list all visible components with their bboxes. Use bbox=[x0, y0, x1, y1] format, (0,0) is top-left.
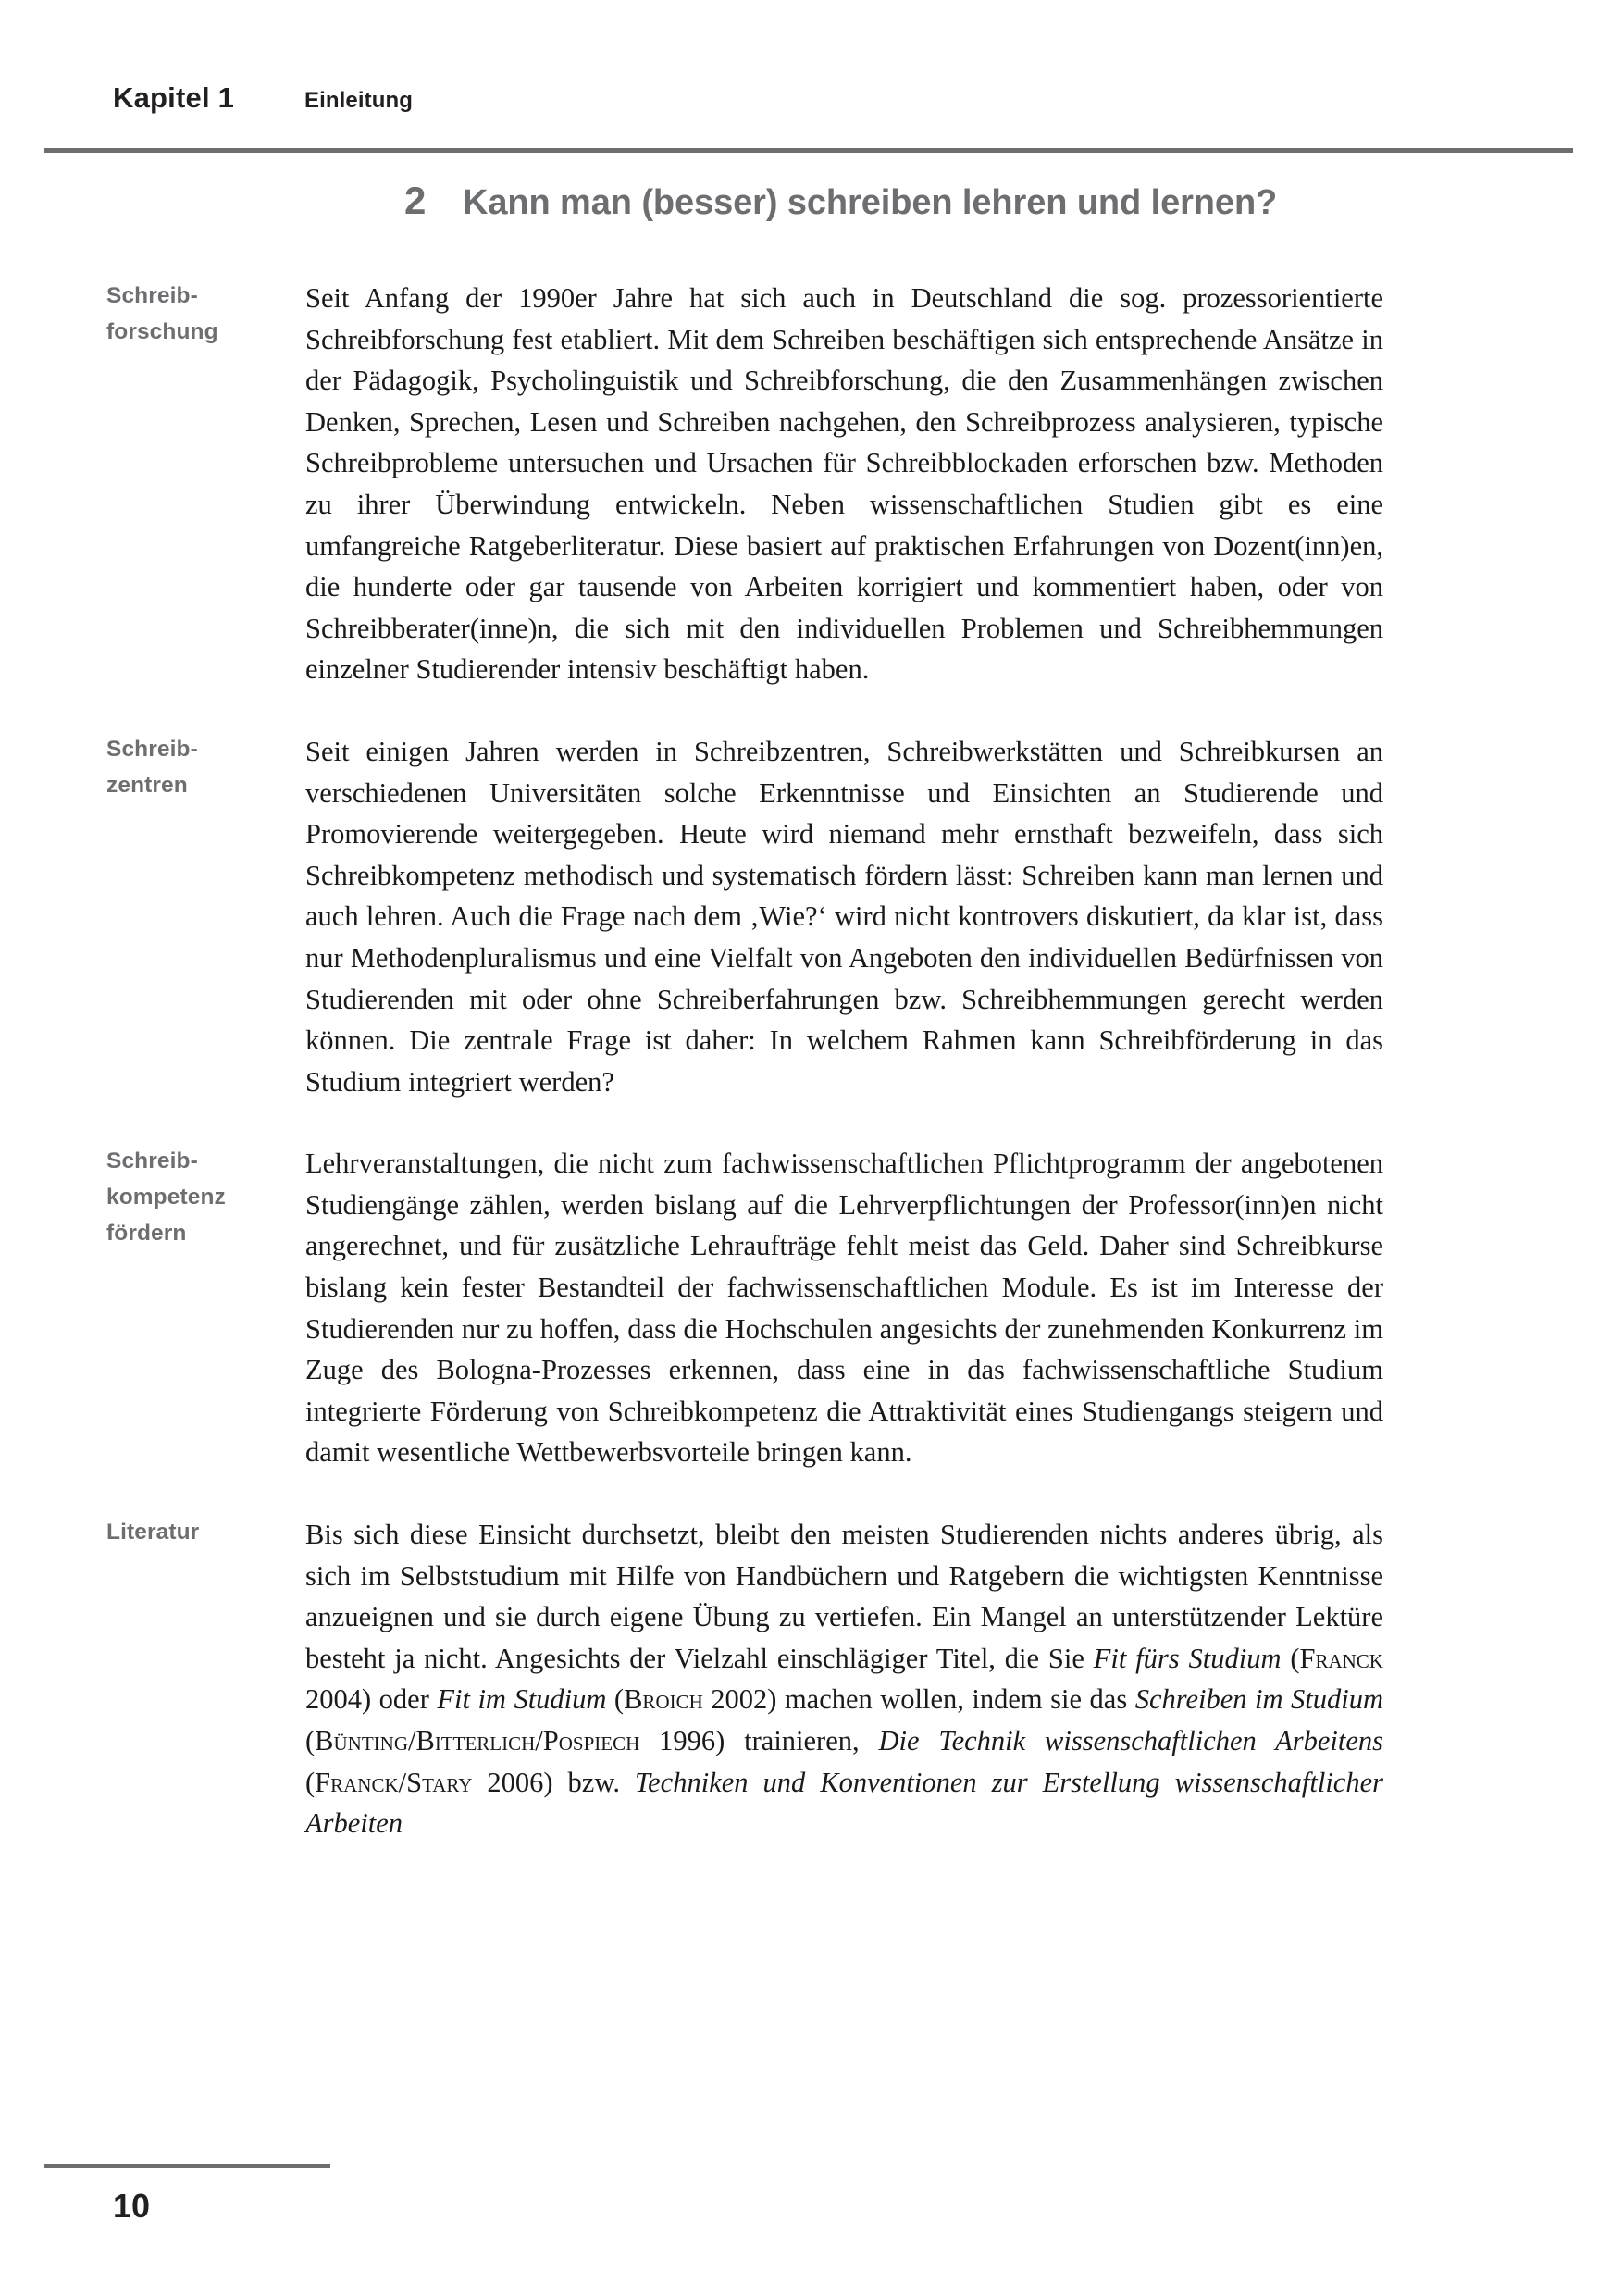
header-rule bbox=[44, 148, 1573, 153]
running-head-section: Einleitung bbox=[304, 88, 413, 113]
page-body bbox=[0, 278, 1623, 1844]
margin-note-line: kompetenz bbox=[106, 1185, 226, 1210]
running-head-chapter: Kapitel 1 bbox=[113, 81, 235, 114]
paragraph-text: 2006) bzw. bbox=[472, 1766, 635, 1798]
citation-author: Franck bbox=[1299, 1642, 1383, 1674]
italic-title: Fit im Studium bbox=[437, 1683, 607, 1716]
paragraph-text: Seit Anfang der 1990er Jahre hat sich auch in Deutschland die sog. prozessorientierte Schreibforschung fest etabliert. Mit dem Schreiben beschäftigen sich entsprechende Ansätze in der Pädagogik, Psycholinguistik und Schreibforschung, die den Zusammenhängen zwischen Denken, Sprechen, Lesen und Schreiben nachgehen, den Schreibprozess analysieren, typische Schreibprobleme untersuchen und Ursachen für Schreibblockaden erforschen bzw. Methoden zu ihrer Überwindung entwickeln. Neben wissenschaftlichen Studien gibt es eine umfangreiche Ratgeberliteratur. Diese basiert auf praktischen Erfahrungen von Dozent(inn)en, die hunderte oder gar tausende von Arbeiten korrigiert und kommentiert haben, oder von Schreibberater(inne)n, die sich mit den individuellen Problemen und Schreibhemmungen einzelner Studierender intensiv beschäftigt haben. bbox=[305, 282, 1383, 686]
margin-note bbox=[0, 1514, 305, 1550]
italic-title: Techniken und Konventionen zur Erstellung wissenschaftlicher Arbeiten bbox=[305, 1766, 1383, 1840]
paragraph-text: 2002) machen wollen, indem sie das bbox=[702, 1683, 1135, 1716]
running-head bbox=[113, 81, 1510, 128]
margin-note bbox=[0, 1143, 305, 1251]
text-block bbox=[0, 1143, 1623, 1473]
margin-note-line: zentren bbox=[106, 772, 188, 798]
paragraph bbox=[305, 1143, 1383, 1473]
italic-title: Die Technik wissenschaftlichen Arbeitens bbox=[878, 1725, 1383, 1756]
section-title: Kann man (besser) schreiben lehren und lernen? bbox=[463, 183, 1278, 222]
page-number: 10 bbox=[113, 2187, 151, 2225]
section-heading bbox=[404, 179, 1515, 223]
text-block bbox=[0, 1514, 1623, 1844]
paragraph-text: 1996) trainieren, bbox=[639, 1725, 879, 1756]
margin-note-line: Schreib- bbox=[106, 283, 198, 308]
paragraph-text: Lehrveranstaltungen, die nicht zum fachwissenschaftlichen Pflichtprogramm der angebotenen Studiengänge zählen, werden bislang auf die Lehrverpflichtungen der Professor(inn)en nicht angerechnet, und für zusätzliche Lehraufträge fehlt meist das Geld. Daher sind Schreibkurse bislang kein fester Bestandteil der fachwissenschaftlichen Module. Es ist im Interesse der Studierenden nur zu hoffen, dass die Hochschulen angesichts der zunehmenden Konkurrenz im Zuge des Bologna-Prozesses erkennen, dass eine in das fachwissenschaftliche Studium integrierte Förderung von Schreibkompetenz die Attraktivität eines Studiengangs steigern und damit wesentliche Wettbewerbsvorteile bringen kann. bbox=[305, 1148, 1383, 1469]
paragraph bbox=[305, 1514, 1383, 1844]
citation-author: Franck/Stary bbox=[315, 1766, 473, 1798]
margin-note-line: fördern bbox=[106, 1221, 187, 1247]
margin-note-line: Schreib- bbox=[106, 1148, 198, 1174]
margin-note-line: Literatur bbox=[106, 1520, 200, 1545]
margin-note-line: Schreib- bbox=[106, 736, 198, 762]
citation-author: Broich bbox=[624, 1683, 703, 1716]
paragraph-text: Bis sich diese Einsicht durchsetzt, bleibt den meisten Studierenden nichts anderes übrig, als sich im Selbststudium mit Hilfe von Handbüchern und Ratgebern die wichtigsten Kenntnisse anzueignen und sie durch eigene Übung zu vertiefen. Ein Mangel an unterstützender Lektüre besteht ja nicht. Angesichts der Vielzahl einschlägiger Titel, die Sie bbox=[305, 1519, 1383, 1674]
paragraph-text: ( bbox=[606, 1683, 625, 1716]
margin-note bbox=[0, 278, 305, 350]
italic-title: Fit fürs Studium bbox=[1093, 1642, 1282, 1674]
paragraph-text: ( bbox=[305, 1725, 316, 1756]
margin-note bbox=[0, 731, 305, 803]
paragraph-text: ( bbox=[305, 1766, 316, 1798]
paragraph bbox=[305, 278, 1383, 690]
italic-title: Schreiben im Studium bbox=[1134, 1683, 1383, 1716]
paragraph-text: 2004) oder bbox=[305, 1683, 438, 1716]
paragraph-text: ( bbox=[1281, 1642, 1300, 1674]
footer-rule bbox=[44, 2164, 330, 2168]
section-number: 2 bbox=[404, 179, 427, 222]
text-block bbox=[0, 731, 1623, 1102]
citation-author: Bünting/Bitterlich/Pospiech bbox=[315, 1725, 640, 1756]
margin-note-line: forschung bbox=[106, 319, 218, 344]
text-block bbox=[0, 278, 1623, 690]
paragraph-text: Seit einigen Jahren werden in Schreibzentren, Schreibwerkstätten und Schreibkursen an verschiedenen Universitäten solche Erkenntnisse und Einsichten an Studierende und Promovierende weitergegeben. Heute wird niemand mehr ernsthaft bezweifeln, dass sich Schreibkompetenz methodisch und systematisch fördern lässt: Schreiben kann man lernen und auch lehren. Auch die Frage nach dem ‚Wie?‘ wird nicht kontrovers diskutiert, da klar ist, dass nur Methodenpluralismus und eine Vielfalt von Angeboten den individuellen Bedürfnissen von Studierenden mit oder ohne Schreiberfahrungen bzw. Schreibhemmungen gerecht werden können. Die zentrale Frage ist daher: In welchem Rahmen kann Schreibförderung in das Studium integriert werden? bbox=[305, 735, 1383, 1098]
paragraph bbox=[305, 731, 1383, 1102]
